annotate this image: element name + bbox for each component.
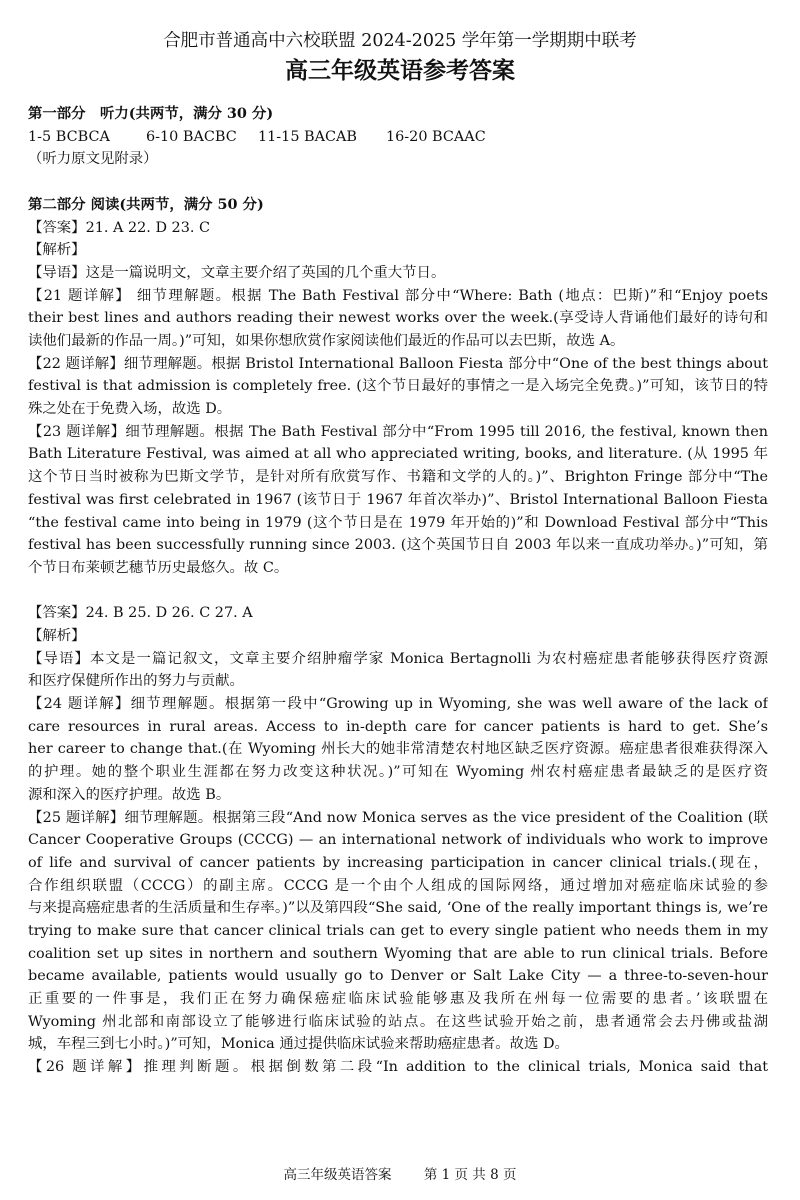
text-line: festival is that admission is completely free. (这个节日最好的事情之一是入场完全免费。)”可知，该节日的特 xyxy=(28,378,768,395)
text-line: 【22 题详解】细节理解题。根据 Bristol International Balloon Fiesta 部分中“One of the best things about xyxy=(28,355,768,372)
document-body xyxy=(28,103,768,1079)
text-line: 【23 题详解】细节理解题。根据 The Bath Festival 部分中“From 1995 till 2016, the festival, known then xyxy=(28,423,768,440)
text-line: 的护理。她的整个职业生涯都在努力改变这种状况。)”可知在 Wyoming 州农村癌症患者最缺乏的是医疗资 xyxy=(28,764,768,781)
blank-line xyxy=(28,580,768,603)
text-line: 【答案】21. A 22. D 23. C xyxy=(28,219,211,236)
text-line: 与来提高癌症患者的生活质量和生存率。)”以及第四段“She said, ‘One of the really important things is, we’re xyxy=(28,900,768,917)
part1-answers xyxy=(28,126,768,149)
text-line: Cancer Cooperative Groups (CCCG) — an international network of individuals who work to improve xyxy=(28,832,768,849)
text-line: 正重要的一件事是，我们正在努力确保癌症临床试验能够惠及我所在州每一位需要的患者。’该联盟在 xyxy=(28,991,768,1008)
answer-explanations xyxy=(28,217,768,1079)
text-line: her career to change that.(在 Wyoming 州长大的她非常清楚农村地区缺乏医疗资源。癌症患者很难获得深入 xyxy=(28,741,768,758)
part1-heading: 第一部分 听力(共两节，满分 30 分) xyxy=(28,105,274,122)
text-line: 【25 题详解】细节理解题。根据第三段“And now Monica serves as the vice president of the Coalition (联 xyxy=(28,809,768,826)
text-line: 这个节日当时被称为巴斯文学节，是针对所有欣赏写作、书籍和文学的人的。)”、Brighton Fringe 部分中“The xyxy=(28,469,768,486)
text-line: 【导语】这是一篇说明文，文章主要介绍了英国的几个重大节日。 xyxy=(28,264,446,281)
text-line: 【21 题详解】 细节理解题。根据 The Bath Festival 部分中“Where: Bath (地点：巴斯)”和“Enjoy poets xyxy=(28,287,768,304)
page-footer xyxy=(0,1164,800,1187)
text-line: Wyoming 州北部和南部设立了能够进行临床试验的站点。在这些试验开始之前，患者通常会去丹佛或盐湖 xyxy=(28,1013,768,1030)
text-line: festival was first celebrated in 1967 (该节日于 1967 年首次举办)”、Bristol International Balloon Fiesta xyxy=(28,491,768,508)
answer-group: 1-5 BCBCA xyxy=(28,128,110,145)
answer-group: 16-20 BCAAC xyxy=(386,128,486,145)
footer-title: 高三年级英语答案 xyxy=(283,1167,392,1183)
text-line: of life and survival of cancer patients by increasing participation in cancer clinical trials.(现在， xyxy=(28,854,768,871)
text-line: 读他们最新的作品一周。)”可知，如果你想欣赏作家阅读他们最近的作品可以去巴斯，故选 A。 xyxy=(28,332,625,349)
text-line: Bath Literature Festival, was aimed at all who appreciated writing, books, and literature. (从 1995 年 xyxy=(28,446,768,463)
text-line: 合作组织联盟（CCCG）的副主席。CCCG 是一个由个人组成的国际网络，通过增加对癌症临床试验的参 xyxy=(28,877,768,894)
text-line: trying to make sure that cancer clinical trials can get to every single patient who needs them in my xyxy=(28,922,768,939)
answer-group: 11-15 BACAB xyxy=(258,128,358,145)
part1-note: （听力原文见附录） xyxy=(28,151,158,168)
exam-header: 合肥市普通高中六校联盟 2024-2025 学年第一学期期中联考 xyxy=(163,31,637,51)
part2-heading: 第二部分 阅读(共两节，满分 50 分) xyxy=(28,195,264,213)
text-line: became available, patients would usually go to Denver or Salt Lake City — a three-to-seven-hour xyxy=(28,968,768,985)
text-line: “the festival came into being in 1979 (这个节日是在 1979 年开始的)”和 Download Festival 部分中“This xyxy=(28,514,768,531)
text-line: care resources in rural areas. Access to in-depth care for cancer patients is hard to get. She’s xyxy=(28,718,768,735)
answer-group: 6-10 BACBC xyxy=(146,128,237,145)
text-line: 城，车程三到七小时。)”可知，Monica 通过提供临床试验来帮助癌症患者。故选 D。 xyxy=(28,1036,569,1053)
text-line: 【24 题详解】细节理解题。根据第一段中“Growing up in Wyoming, she was well aware of the lack of xyxy=(28,696,768,713)
text-line: their best lines and authors reading their newest works over the week.(享受诗人背诵他们最好的诗句和 xyxy=(28,310,768,327)
text-line: 【解析】 xyxy=(28,627,86,644)
text-line: 殊之处在于免费入场，故选 D。 xyxy=(28,401,232,418)
text-line: 个节日布莱顿艺穗节历史最悠久。故 C。 xyxy=(28,559,289,576)
text-line: 【答案】24. B 25. D 26. C 27. A xyxy=(28,605,253,622)
text-line: 【26 题详解】推理判断题。根据倒数第二段“In addition to the clinical trials, Monica said that xyxy=(28,1059,768,1076)
text-line: 【导语】本文是一篇记叙文，文章主要介绍肿瘤学家 Monica Bertagnolli 为农村癌症患者能够获得医疗资源 xyxy=(28,650,768,667)
text-line: 和医疗保健所作出的努力与贡献。 xyxy=(28,673,244,690)
text-line: coalition set up sites in northern and southern Wyoming that are able to run clinical trials. Before xyxy=(28,945,768,962)
text-line: 【解析】 xyxy=(28,242,86,259)
text-line: festival has been successfully running since 2003. (这个英国节日自 2003 年以来一直成功举办。)”可知，第 xyxy=(28,537,768,554)
page-number: 第 1 页 共 8 页 xyxy=(423,1167,517,1183)
text-line: 源和深入的医疗护理。故选 B。 xyxy=(28,786,231,803)
page-title: 高三年级英语参考答案 xyxy=(285,58,515,84)
